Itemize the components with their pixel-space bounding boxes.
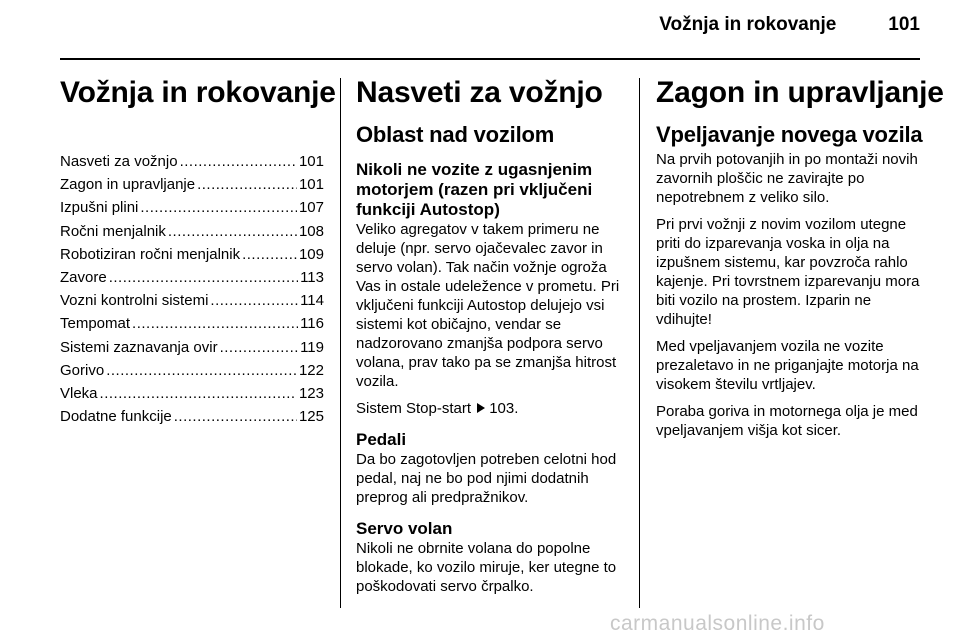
toc-entry-page: 109 [298, 245, 324, 263]
toc-entry-title: Tempomat [60, 315, 131, 333]
toc-entry-page: 123 [298, 385, 324, 403]
toc-entry-title: Gorivo [60, 361, 105, 379]
toc-leader [242, 243, 297, 266]
toc-entry-title: Izpušni plini [60, 199, 139, 217]
toc-leader [100, 382, 297, 405]
subsection-title: Oblast nad vozilom [356, 122, 555, 147]
body-paragraph: Veliko agregatov v takem primeru ne deluje (npr. servo ojačevalec zavor in servo volan). Tak način vožnje ogroža Vas in ostale udeležence v prometu. Pri vključeni funkciji Autostop delujejo vsi sistemi kot običajno, vendar se nadzorovano zmanjša podpora servo volana, prav tako pa se zmanjša hitrost vozila. [356, 221, 620, 390]
toc-leader [174, 405, 297, 428]
toc-leader [132, 312, 298, 335]
toc-entry-title: Dodatne funkcije [60, 408, 172, 426]
toc-entry-page: 107 [298, 199, 324, 217]
toc-entry[interactable] [60, 266, 324, 289]
reference-arrow-icon [477, 403, 485, 413]
table-of-contents [60, 150, 324, 428]
header-rule [60, 58, 920, 60]
chapter-title: Vožnja in rokovanje [60, 76, 336, 109]
toc-entry[interactable] [60, 359, 324, 382]
subsection-title: Vpeljavanje novega vozila [656, 122, 923, 147]
toc-entry-page: 125 [298, 408, 324, 426]
page-number: 101 [888, 14, 920, 35]
running-header [659, 14, 920, 36]
toc-entry[interactable] [60, 289, 324, 312]
column-divider [639, 78, 640, 608]
toc-entry[interactable] [60, 173, 324, 196]
column-divider [340, 78, 341, 608]
cross-reference[interactable] [356, 399, 624, 418]
section-title: Zagon in upravljanje [656, 76, 944, 109]
toc-entry-title: Vozni kontrolni sistemi [60, 292, 209, 310]
toc-entry-title: Sistemi zaznavanja ovir [60, 338, 218, 356]
toc-entry[interactable] [60, 220, 324, 243]
toc-leader [106, 359, 297, 382]
toc-leader [168, 220, 297, 243]
toc-entry-page: 122 [298, 361, 324, 379]
toc-entry[interactable] [60, 336, 324, 359]
toc-entry-page: 101 [298, 176, 324, 194]
toc-leader [140, 196, 297, 219]
toc-entry[interactable] [60, 382, 324, 405]
toc-entry[interactable] [60, 150, 324, 173]
toc-entry-page: 113 [300, 269, 324, 287]
toc-entry[interactable] [60, 312, 324, 335]
running-header-title: Vožnja in rokovanje [659, 14, 837, 35]
toc-leader [220, 336, 299, 359]
toc-leader [109, 266, 298, 289]
toc-entry-page: 114 [300, 292, 324, 310]
topic-heading: Servo volan [356, 519, 453, 538]
cross-reference-page: 103. [489, 400, 519, 417]
toc-entry-title: Ročni menjalnik [60, 222, 166, 240]
toc-entry-title: Nasveti za vožnjo [60, 153, 178, 170]
toc-entry-title: Robotiziran ročni menjalnik [60, 245, 241, 263]
starting-column [656, 66, 944, 440]
toc-entry-title: Zavore [60, 269, 107, 287]
toc-leader [210, 289, 298, 312]
watermark: carmanualsonline.info [610, 612, 825, 635]
body-paragraph: Poraba goriva in motornega olja je med vpeljavanjem višja kot sicer. [656, 403, 918, 439]
toc-entry[interactable] [60, 196, 324, 219]
body-paragraph: Da bo zagotovljen potreben celotni hod pedal, naj ne bo pod njimi dodatnih preprog ali predpražnikov. [356, 451, 617, 506]
body-paragraph: Nikoli ne obrnite volana do popolne blokade, ko vozilo miruje, ker utegne to poškodovati servo črpalko. [356, 540, 617, 595]
toc-entry-page: 108 [298, 222, 324, 240]
toc-entry-page: 119 [300, 338, 324, 356]
toc-column [60, 66, 336, 428]
body-paragraph: Na prvih potovanjih in po montaži novih zavornih ploščic ne zavirajte po nepotrebnem z veliko silo. [656, 151, 918, 206]
toc-entry-page: 101 [298, 153, 324, 170]
toc-leader [197, 173, 297, 196]
section-title: Nasveti za vožnjo [356, 76, 603, 109]
body-paragraph: Pri prvi vožnji z novim vozilom utegne priti do izparevanja voska in olja na izpušnem sistemu, kar povzroča rahlo kajenje. Pri tovrstnem izparevanju mora biti vozilo na prostem. Izparin ne vdihujte! [656, 216, 920, 328]
body-paragraph: Med vpeljavanjem vozila ne vozite prezaletavo in ne priganjajte motorja na visokem številu vrtljajev. [656, 338, 919, 393]
toc-entry[interactable] [60, 405, 324, 428]
driving-tips-column [356, 66, 624, 596]
topic-heading: Pedali [356, 430, 407, 449]
topic-heading: Nikoli ne vozite z ugasnjenim motorjem (razen pri vključeni funkciji Autostop) [356, 160, 593, 219]
toc-entry-page: 116 [300, 315, 324, 333]
cross-reference-text: Sistem Stop-start [356, 400, 472, 417]
toc-entry[interactable] [60, 243, 324, 266]
toc-leader [180, 150, 297, 173]
toc-entry-title: Zagon in upravljanje [60, 176, 196, 194]
toc-entry-title: Vleka [60, 385, 98, 403]
